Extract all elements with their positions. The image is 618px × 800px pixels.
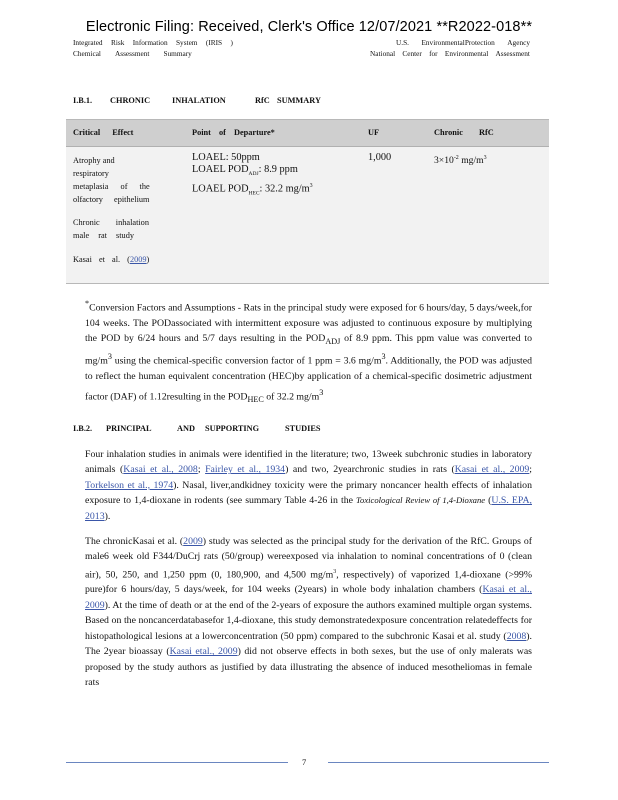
link-kasai-2009-c[interactable]: Kasai etal., 2009 xyxy=(169,646,238,658)
link-torkelson-1974[interactable]: Torkelson et al., 1974 xyxy=(85,479,174,491)
study-citation: Kasai et al. (2009) xyxy=(73,255,150,264)
link-us-epa-2013[interactable]: U.S. EPA, 2013 xyxy=(85,495,532,522)
page-number: 7 xyxy=(302,757,307,767)
critical-effect-cell: Atrophy and respiratory metaplasia of the olfactory epithelium Chronic inhalation male rat study Kasai et al. (2009) xyxy=(73,154,153,266)
section-heading-principal-studies: I.B.2. PRINCIPAL AND SUPPORTING STUDIES xyxy=(73,424,321,433)
paragraph-principal-study: The chronicKasai et al. (2009) study was selected as the principal study for the derivation of the RfC. Groups of male6 week old F344/DuCrj rats (50/group) wereexposed via inhalation to nominal concentrations of 0 (clean air), 50, 250, and 1,250 ppm (0, 180,900, and 4,500 $mg/m^3$, respectively) of vaporized 1,4-dioxane (>99% pure)for 6 hours/day, 5 days/week, for 104 weeks (2years) in whole body inhalation chambers (Kasai et al., 2009). At the time of death or at the end of the 2-years of exposure the authors examined multiple organ systems. Based on the noncancerdatabasefor 1,4-dioxane, this study demonstratedexposure concentration relatedeffects for histopathological lesions at a lowerconcentration (50 ppm) compared to the subchronic Kasai et al. study (2008). The 2year bioassay (Kasai etal., 2009) did not observe effects in both sexes, but the use of only malerats was proposed by the study authors as justified by data illustrating the absence of induced mesotheliomas in female rats xyxy=(85,536,532,688)
citation-link-kasai-2009[interactable]: 2009 xyxy=(129,255,147,264)
toxicological-review-title: Toxicological Review of 1,4-Dioxane xyxy=(356,495,486,506)
header-right-line-1: U.S. EnvironmentalProtection Agency xyxy=(396,38,530,47)
link-kasai-2009-a[interactable]: 2009 xyxy=(183,536,203,547)
section-heading-rfc-summary: I.B.1. CHRONIC INHALATION RfC SUMMARY xyxy=(73,96,321,105)
link-fairley-1934[interactable]: Fairley et al., 1934 xyxy=(205,464,286,476)
header-chronic-rfc: Chronic RfC xyxy=(434,128,494,137)
footer-rule-right xyxy=(328,762,549,763)
chronic-rfc-cell: $3\times 10^{-2}$ $mg/m^3$ xyxy=(434,155,487,167)
table-footnote: *Conversion Factors and Assumptions - Rats in the principal study were exposed for 6 hours/day, 5 days/week,for 104 weeks. The PODassociated with intermittent exposure was adjusted to continuous exposure by multiplying the POD by 6/24 hours and 5/7 days resulting in the $POD_{ADJ}$ of 8.9 ppm. This ppm value was converted to $mg/m^3$ using the chemical-specific conversion factor of 1 ppm = 3.6 $mg/m^3$. Additionally, the POD was adjusted to reflect the human equivalent concentration (HEC)by application of a chemical-specific dosimetric adjustment factor (DAF) of 1.12resulting in the $POD_{HEC}$ of 32.2 $mg/m^3$ xyxy=(85,299,532,404)
uf-cell: 1,000 xyxy=(368,152,392,163)
header-point-of-departure: Point of Departure* xyxy=(192,128,275,137)
header-left xyxy=(73,38,233,59)
header-right-line-2: National Center for Environmental Assessment xyxy=(370,48,530,58)
header-left-line-1: Integrated Risk Information System (IRIS ) xyxy=(73,38,233,47)
header-right xyxy=(370,38,530,59)
point-of-departure-cell: LOAEL: 50ppm LOAEL $POD_{ADJ}$: 8.9 ppm LOAEL $POD_{HEC}$: 32.2 $mg/m^3$ xyxy=(192,152,313,197)
link-kasai-2008[interactable]: Kasai et al., 2008 xyxy=(123,464,198,476)
footer-rule-left xyxy=(66,762,288,763)
paragraph-inhalation-studies: Four inhalation studies in animals were identified in the literature; two, 13week subchronic studies in laboratory animals (Kasai et al., 2008; Fairley et al., 1934) and two, 2yearchronic studies in rats (Kasai et al., 2009; Torkelson et al., 1974). Nasal, liver,andkidney toxicity were the primary noncancer health effects of inhalation exposure to 1,4-dioxane in rodents (see summary Table 4-26 in the Toxicological Review of 1,4-Dioxane (U.S. EPA, 2013). xyxy=(85,449,533,522)
link-kasai-2009-b[interactable]: Kasai et al., 2009 xyxy=(85,584,532,611)
header-critical-effect: Critical Effect xyxy=(73,128,134,137)
link-kasai-2008-b[interactable]: 2008 xyxy=(506,630,527,642)
table-header-row xyxy=(66,120,549,147)
link-kasai-2009[interactable]: Kasai et al., 2009 xyxy=(454,464,530,476)
header-uf: UF xyxy=(368,128,380,137)
rfc-summary-table xyxy=(66,119,549,284)
header-left-line-2: Chemical Assessment Summary xyxy=(73,48,192,58)
filing-stamp: Electronic Filing: Received, Clerk's Office 12/07/2021 **R2022-018** xyxy=(85,19,533,35)
